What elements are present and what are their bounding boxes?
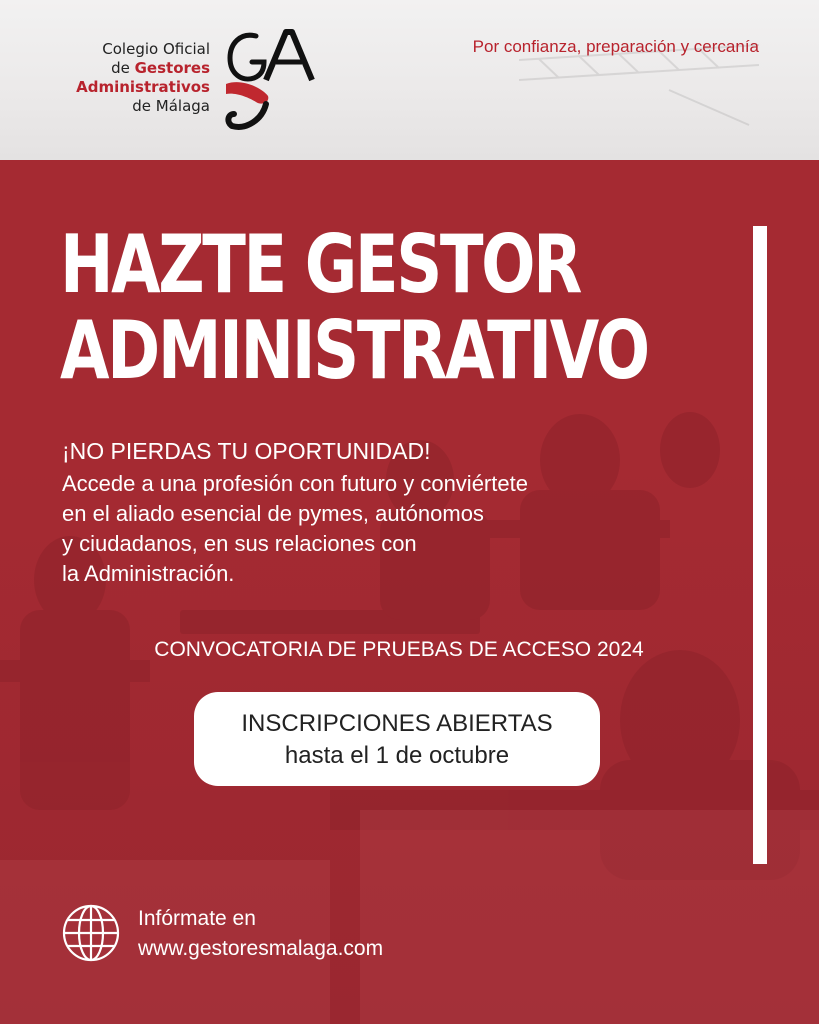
description-line: en el aliado esencial de pymes, autónomos bbox=[62, 501, 484, 526]
header-band bbox=[0, 0, 819, 160]
vertical-accent-bar bbox=[753, 226, 767, 864]
org-name-line1: Colegio Oficial bbox=[102, 40, 210, 58]
registration-status: INSCRIPCIONES ABIERTAS bbox=[241, 710, 553, 737]
org-name-prefix: de bbox=[111, 59, 130, 77]
org-name-line4: de Málaga bbox=[132, 97, 210, 115]
headline bbox=[60, 218, 648, 397]
org-name-gestores: Gestores bbox=[134, 59, 210, 77]
tagline: Por confianza, preparación y cercanía bbox=[472, 37, 759, 56]
registration-deadline: hasta el 1 de octubre bbox=[284, 742, 510, 769]
org-name-line2 bbox=[58, 59, 210, 78]
website-link[interactable]: www.gestoresmalaga.com bbox=[138, 937, 384, 960]
headline-line1: HAZTE GESTOR bbox=[60, 218, 581, 311]
description-line: la Administración. bbox=[62, 561, 235, 586]
headline-line2: ADMINISTRATIVO bbox=[60, 304, 648, 397]
organization-name bbox=[58, 40, 210, 116]
convocatoria-title: CONVOCATORIA DE PRUEBAS DE ACCESO 2024 bbox=[154, 638, 644, 661]
subheadline: ¡NO PIERDAS TU OPORTUNIDAD! bbox=[62, 438, 431, 464]
goa-logo-icon bbox=[222, 22, 318, 138]
description-line: y ciudadanos, en sus relaciones con bbox=[62, 531, 417, 556]
description-line: Accede a una profesión con futuro y conviértete bbox=[62, 471, 528, 496]
info-label: Infórmate en bbox=[138, 907, 256, 930]
registration-badge bbox=[194, 692, 600, 786]
org-name-line3: Administrativos bbox=[76, 78, 210, 96]
info-block bbox=[138, 904, 383, 964]
description bbox=[62, 469, 682, 589]
globe-icon bbox=[61, 903, 121, 963]
